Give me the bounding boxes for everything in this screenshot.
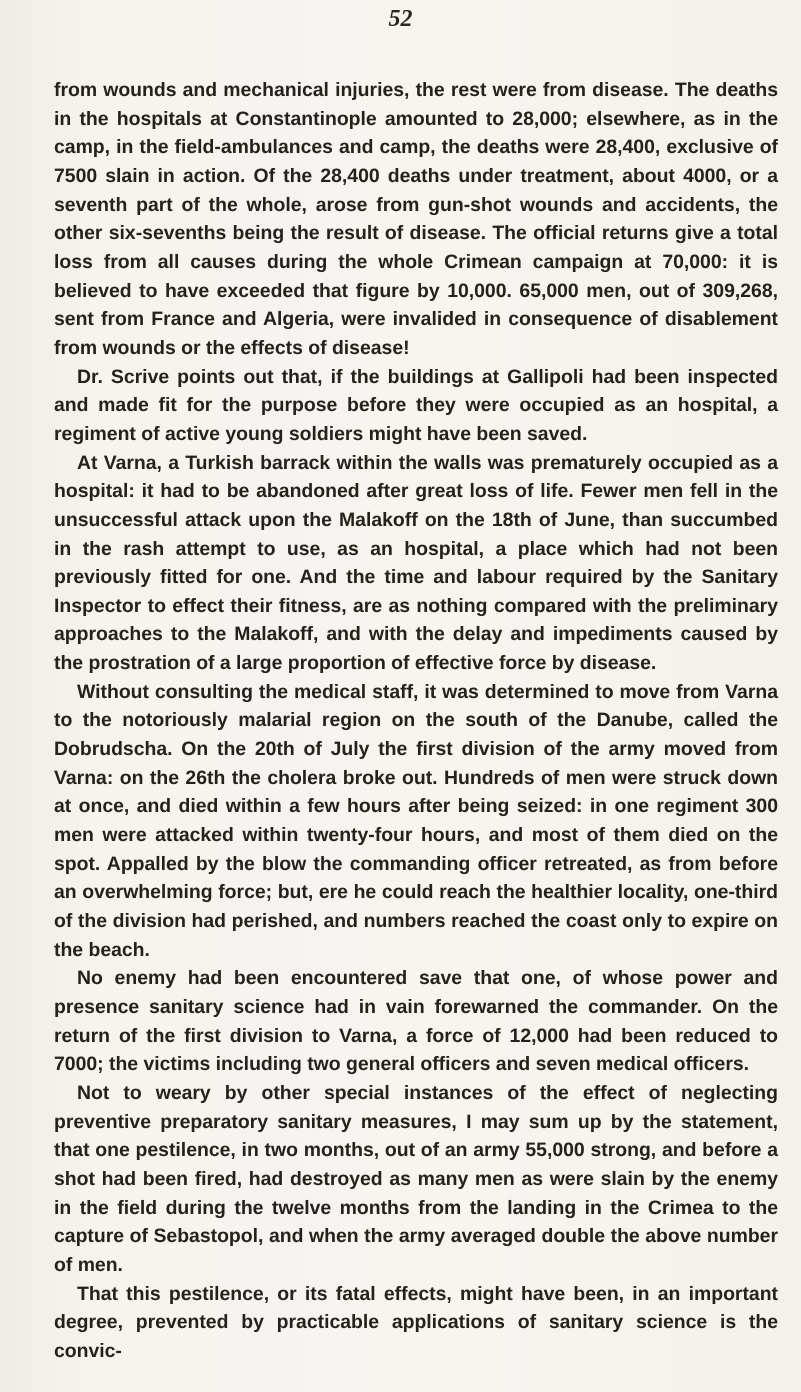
paragraph-no-enemy: No enemy had been encountered save that one, of whose power and presence sanitary science had in vain forewarned the commander. On the return of the first division to Varna, a force of 12,000 had been reduced to 7000; the victims including two general officers and seven medical officers.	[54, 967, 778, 1076]
page-number: 52	[388, 6, 413, 32]
body-text	[54, 76, 778, 1366]
paragraph-pestilence-summary: Not to weary by other special instances of the effect of neglecting preventive preparatory sanitary measures, I may sum up by the statement, that one pestilence, in two months, out of an army 55,000 strong, and before a shot had been fired, had destroyed as many men as were slain by the enemy in the field during the twelve months from the landing in the Crimea to the capture of Sebastopol, and when the army averaged double the above number of men.	[54, 1081, 778, 1276]
paragraph-gallipoli: Dr. Scrive points out that, if the buildings at Gallipoli had been inspected and made fit for the purpose before they were occupied as an hospital, a regiment of active young soldiers might have been saved.	[54, 365, 778, 445]
paragraph-varna: At Varna, a Turkish barrack within the walls was prematurely occupied as a hospital: it had to be abandoned after great loss of life. Fewer men fell in the unsuccessful attack upon the Malakoff on the 18th of June, than succumbed in the rash attempt to use, as an hospital, a place which had not been previously fitted for one. And the time and labour required by the Sanitary Inspector to effect their fitness, are as nothing compared with the preliminary approaches to the Malakoff, and with the delay and impediments caused by the prostration of a large proportion of effective force by disease.	[54, 451, 778, 675]
paragraph-dobrudscha: Without consulting the medical staff, it was determined to move from Varna to the notoriously malarial region on the south of the Danube, called the Dobrudscha. On the 20th of July the first division of the army moved from Varna: on the 26th the cholera broke out. Hundreds of men were struck down at once, and died within a few hours after being seized: in one regiment 300 men were attacked within twenty-four hours, and most of them died on the spot. Appalled by the blow the commanding officer retreated, as from before an overwhelming force; but, ere he could reach the healthier locality, one-third of the division had perished, and numbers reached the coast only to expire on the beach.	[54, 680, 778, 961]
paragraph-continued: from wounds and mechanical injuries, the rest were from disease. The deaths in the hospitals at Constantinople amounted to 28,000; elsewhere, as in the camp, in the field-ambulances and camp, the deaths were 28,400, exclusive of 7500 slain in action. Of the 28,400 deaths under treatment, about 4000, or a seventh part of the whole, arose from gun-shot wounds and accidents, the other six-sevenths being the result of disease. The official returns give a total loss from all causes during the whole Crimean campaign at 70,000: it is believed to have exceeded that figure by 10,000. 65,000 men, out of 309,268, sent from France and Algeria, were invalided in consequence of disablement from wounds or the effects of disease!	[54, 79, 778, 359]
paragraph-conviction: That this pestilence, or its fatal effects, might have been, in an important degree, prevented by practicable applications of sanitary science is the convic-	[54, 1282, 778, 1362]
